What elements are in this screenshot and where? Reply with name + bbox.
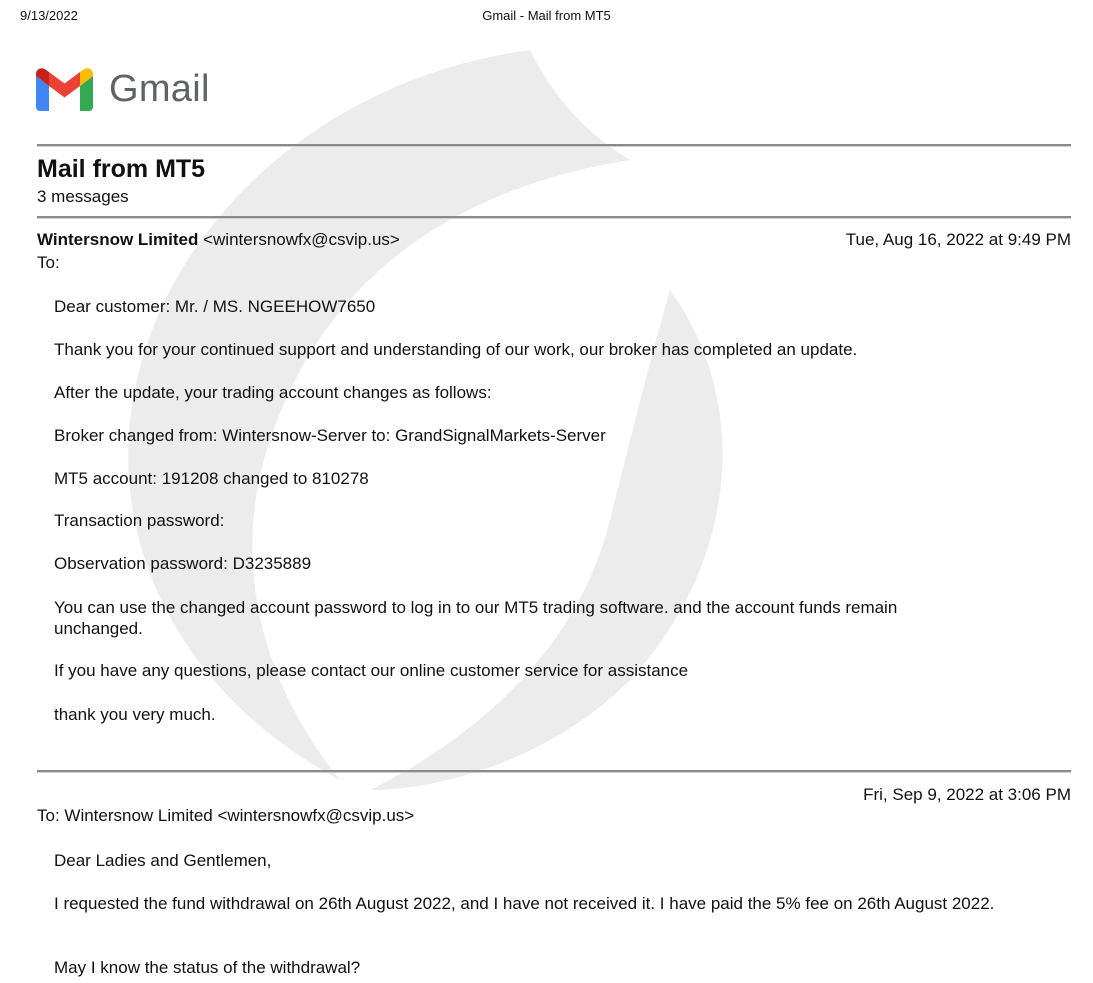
thread-subject: Mail from MT5	[37, 155, 206, 183]
message-sender	[37, 230, 400, 250]
body-paragraph: Dear Ladies and Gentlemen,	[54, 851, 272, 870]
divider	[37, 216, 1071, 219]
body-paragraph: thank you very much.	[54, 705, 216, 724]
body-paragraph: Broker changed from: Wintersnow-Server to: GrandSignalMarkets-Server	[54, 426, 606, 445]
gmail-logo-icon	[36, 68, 93, 111]
message-recipient: To: Wintersnow Limited <wintersnowfx@csvip.us>	[37, 806, 415, 825]
gmail-logo	[36, 66, 210, 112]
body-paragraph: Observation password: D3235889	[54, 554, 312, 573]
message-date: Tue, Aug 16, 2022 at 9:49 PM	[845, 230, 1071, 249]
print-date: 9/13/2022	[20, 8, 78, 23]
message-date: Fri, Sep 9, 2022 at 3:06 PM	[863, 785, 1071, 804]
body-paragraph: If you have any questions, please contact our online customer service for assistance	[54, 661, 689, 680]
sender-name: Wintersnow Limited	[37, 230, 199, 249]
body-paragraph: Thank you for your continued support and understanding of our work, our broker has completed an update.	[54, 340, 858, 359]
sender-email: <wintersnowfx@csvip.us>	[198, 230, 400, 249]
body-paragraph: You can use the changed account password to log in to our MT5 trading software. and the account funds remain unchanged.	[54, 598, 898, 638]
watermark-swoosh-icon	[110, 40, 750, 800]
body-paragraph: Dear customer: Mr. / MS. NGEEHOW7650	[54, 297, 376, 316]
divider	[37, 144, 1071, 147]
print-header	[0, 8, 1093, 26]
thread-message-count: 3 messages	[37, 187, 129, 206]
print-title: Gmail - Mail from MT5	[482, 8, 611, 23]
body-paragraph: I requested the fund withdrawal on 26th August 2022, and I have not received it. I have paid the 5% fee on 26th August 2022.	[54, 894, 995, 913]
body-paragraph: After the update, your trading account changes as follows:	[54, 383, 492, 402]
gmail-logo-text: Gmail	[109, 67, 210, 110]
divider	[37, 770, 1071, 773]
message-recipient: To:	[37, 253, 60, 272]
body-paragraph: Transaction password:	[54, 511, 225, 530]
body-paragraph: May I know the status of the withdrawal?	[54, 958, 361, 977]
body-paragraph: MT5 account: 191208 changed to 810278	[54, 469, 369, 488]
